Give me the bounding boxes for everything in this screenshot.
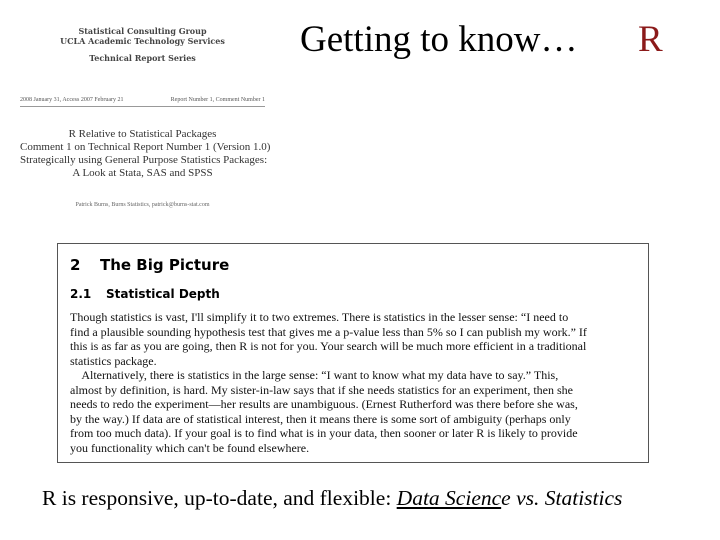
excerpt-line: from too much data). If your goal is to find what is in your data, then sooner or later R is likely to provide (70, 426, 578, 440)
cover-title-line: R Relative to Statistical Packages (68, 128, 217, 140)
subsection-heading (70, 287, 220, 301)
cover-title-line: Strategically using General Purpose Statistics Packages: (20, 154, 268, 166)
excerpt-line: this is as far as you are going, then R is not for you. Your search will be much more efficient in a traditional (70, 339, 587, 353)
cover-title-block (20, 128, 271, 180)
excerpt-line: by the way.) If data are of statistical interest, then it means there is some sort of ambiguity (perhaps only (70, 411, 571, 426)
caption-statistics: Statistics (544, 486, 623, 510)
cover-report-number: Report Number 1, Comment Number 1 (170, 97, 265, 103)
cover-group-name: Statistical Consulting Group (78, 26, 207, 36)
report-cover-image (20, 0, 271, 215)
excerpt-line: find a plausible sounding hypothesis test that gives me a p-value less than 5% so I can publish my work.” If (70, 324, 587, 339)
subsection-title: Statistical Depth (106, 287, 220, 301)
slide-caption (42, 485, 622, 511)
caption-text: R is responsive, up-to-date, and flexible: (42, 486, 397, 510)
cover-series: Technical Report Series (89, 53, 196, 63)
section-title: The Big Picture (100, 256, 230, 274)
slide-title: Getting to know… (300, 19, 578, 60)
excerpt-body (70, 310, 640, 455)
data-science-link-tail: e (501, 486, 511, 510)
excerpt-line: statistics package. (70, 353, 157, 368)
section-heading (70, 256, 229, 274)
excerpt-line: Alternatively, there is statistics in the large sense: “I want to know what my data have to say.” This, (70, 368, 559, 382)
title-r-accent: R (638, 19, 663, 60)
excerpt-line: you functionality which can't be found elsewhere. (70, 440, 310, 455)
cover-divider (20, 106, 265, 107)
excerpt-frame (57, 243, 649, 463)
data-science-link[interactable]: Data Scienc (396, 486, 502, 510)
excerpt-line: Though statistics is vast, I'll simplify it to two extremes. There is statistics in the lesser sense: “I need to (70, 310, 569, 324)
cover-organization: UCLA Academic Technology Services (60, 36, 225, 46)
cover-title-line: Comment 1 on Technical Report Number 1 (Version 1.0) (20, 141, 271, 153)
excerpt-line: almost by definition, is hard. My sister-in-law says that if she needs statistics for an experiment, then she (70, 382, 573, 397)
section-number: 2 (70, 256, 81, 274)
subsection-number: 2.1 (70, 287, 92, 301)
cover-date: 2008 January 31, Access 2007 February 21 (20, 97, 124, 103)
excerpt-line: needs to redo the experiment—her results are unambiguous. (Ernest Rutherford was there before she was, (70, 397, 578, 411)
cover-title-line: A Look at Stata, SAS and SPSS (72, 167, 213, 179)
caption-vs: vs. (510, 486, 545, 510)
cover-author: Patrick Burns, Burns Statistics, patrick@burns-stat.com (75, 202, 210, 208)
